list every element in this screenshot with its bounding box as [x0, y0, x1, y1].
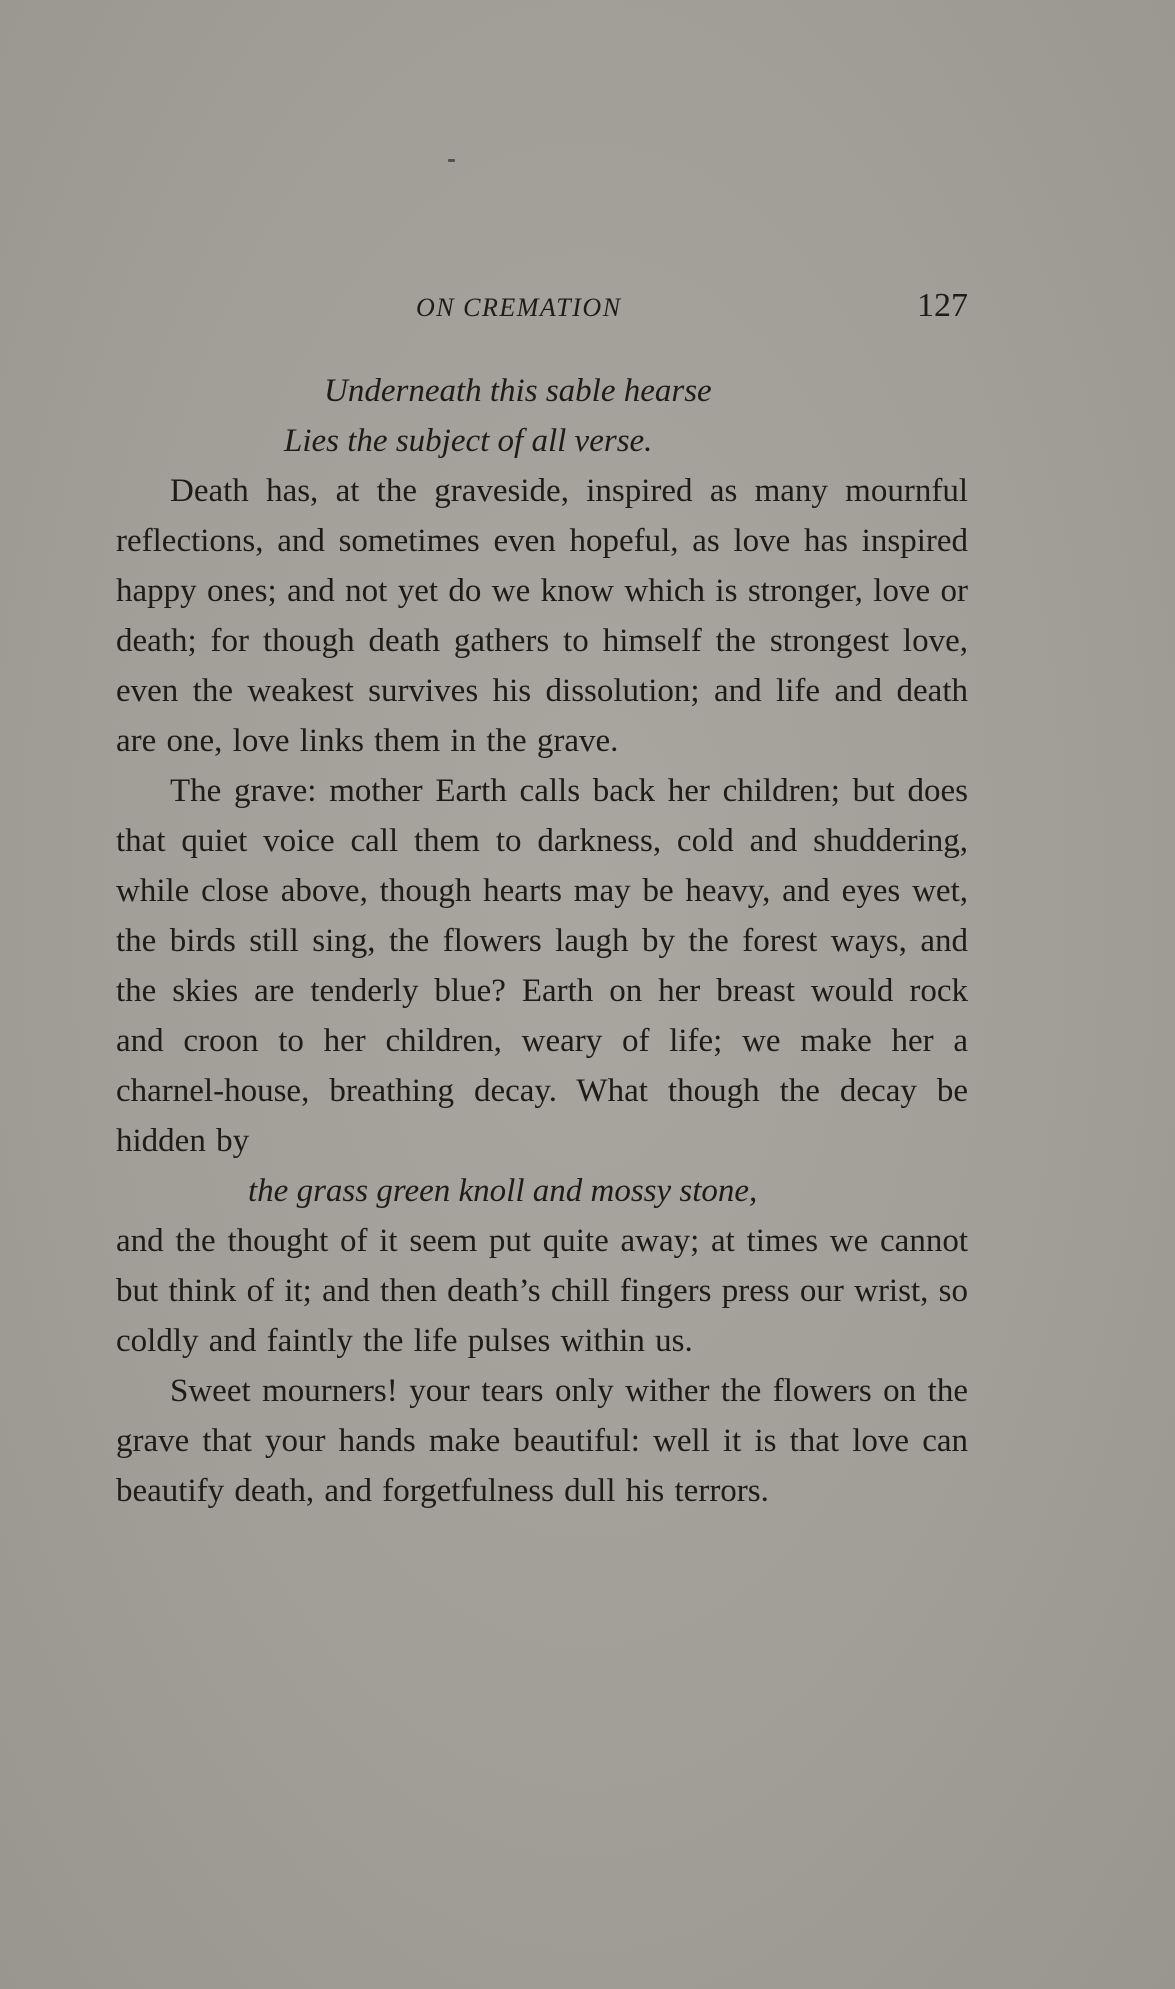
page-number: 127: [917, 287, 968, 324]
verse-line-1: Underneath this sable hearse: [324, 373, 712, 409]
running-title: ON CREMATION: [416, 293, 622, 322]
paragraph-2: The grave: mother Earth calls back her children; but does that quiet voice call them to darkness, cold and shuddering, while close above, though hearts may be heavy, and eyes wet, the birds still sing, the flowers laugh by the forest ways, and the skies are tenderly blue? Earth on her breast would rock and croon to her children, weary of life; we make her a charnel-house, breathing decay. What though the decay be hidden by: [116, 773, 968, 1159]
running-head: [116, 287, 968, 327]
verse-line-3: the grass green knoll and mossy stone,: [248, 1173, 758, 1209]
paragraph-4: Sweet mourners! your tears only wither the flowers on the grave that your hands make beautiful: well it is that love can beautify death, and forgetfulness dull his terrors.: [116, 1373, 968, 1509]
verse-line-2: Lies the subject of all verse.: [284, 423, 653, 459]
page-text: [116, 366, 968, 1516]
ink-speck: [448, 159, 455, 162]
paragraph-1: Death has, at the graveside, inspired as many mournful reflections, and sometimes even hopeful, as love has inspired happy ones; and not yet do we know which is stronger, love or death; for though death gathers to himself the strongest love, even the weakest survives his dissolution; and life and death are one, love links them in the grave.: [116, 473, 968, 759]
paragraph-3: and the thought of it seem put quite away; at times we cannot but think of it; and then death’s chill fingers press our wrist, so coldly and faintly the life pulses within us.: [116, 1223, 968, 1359]
